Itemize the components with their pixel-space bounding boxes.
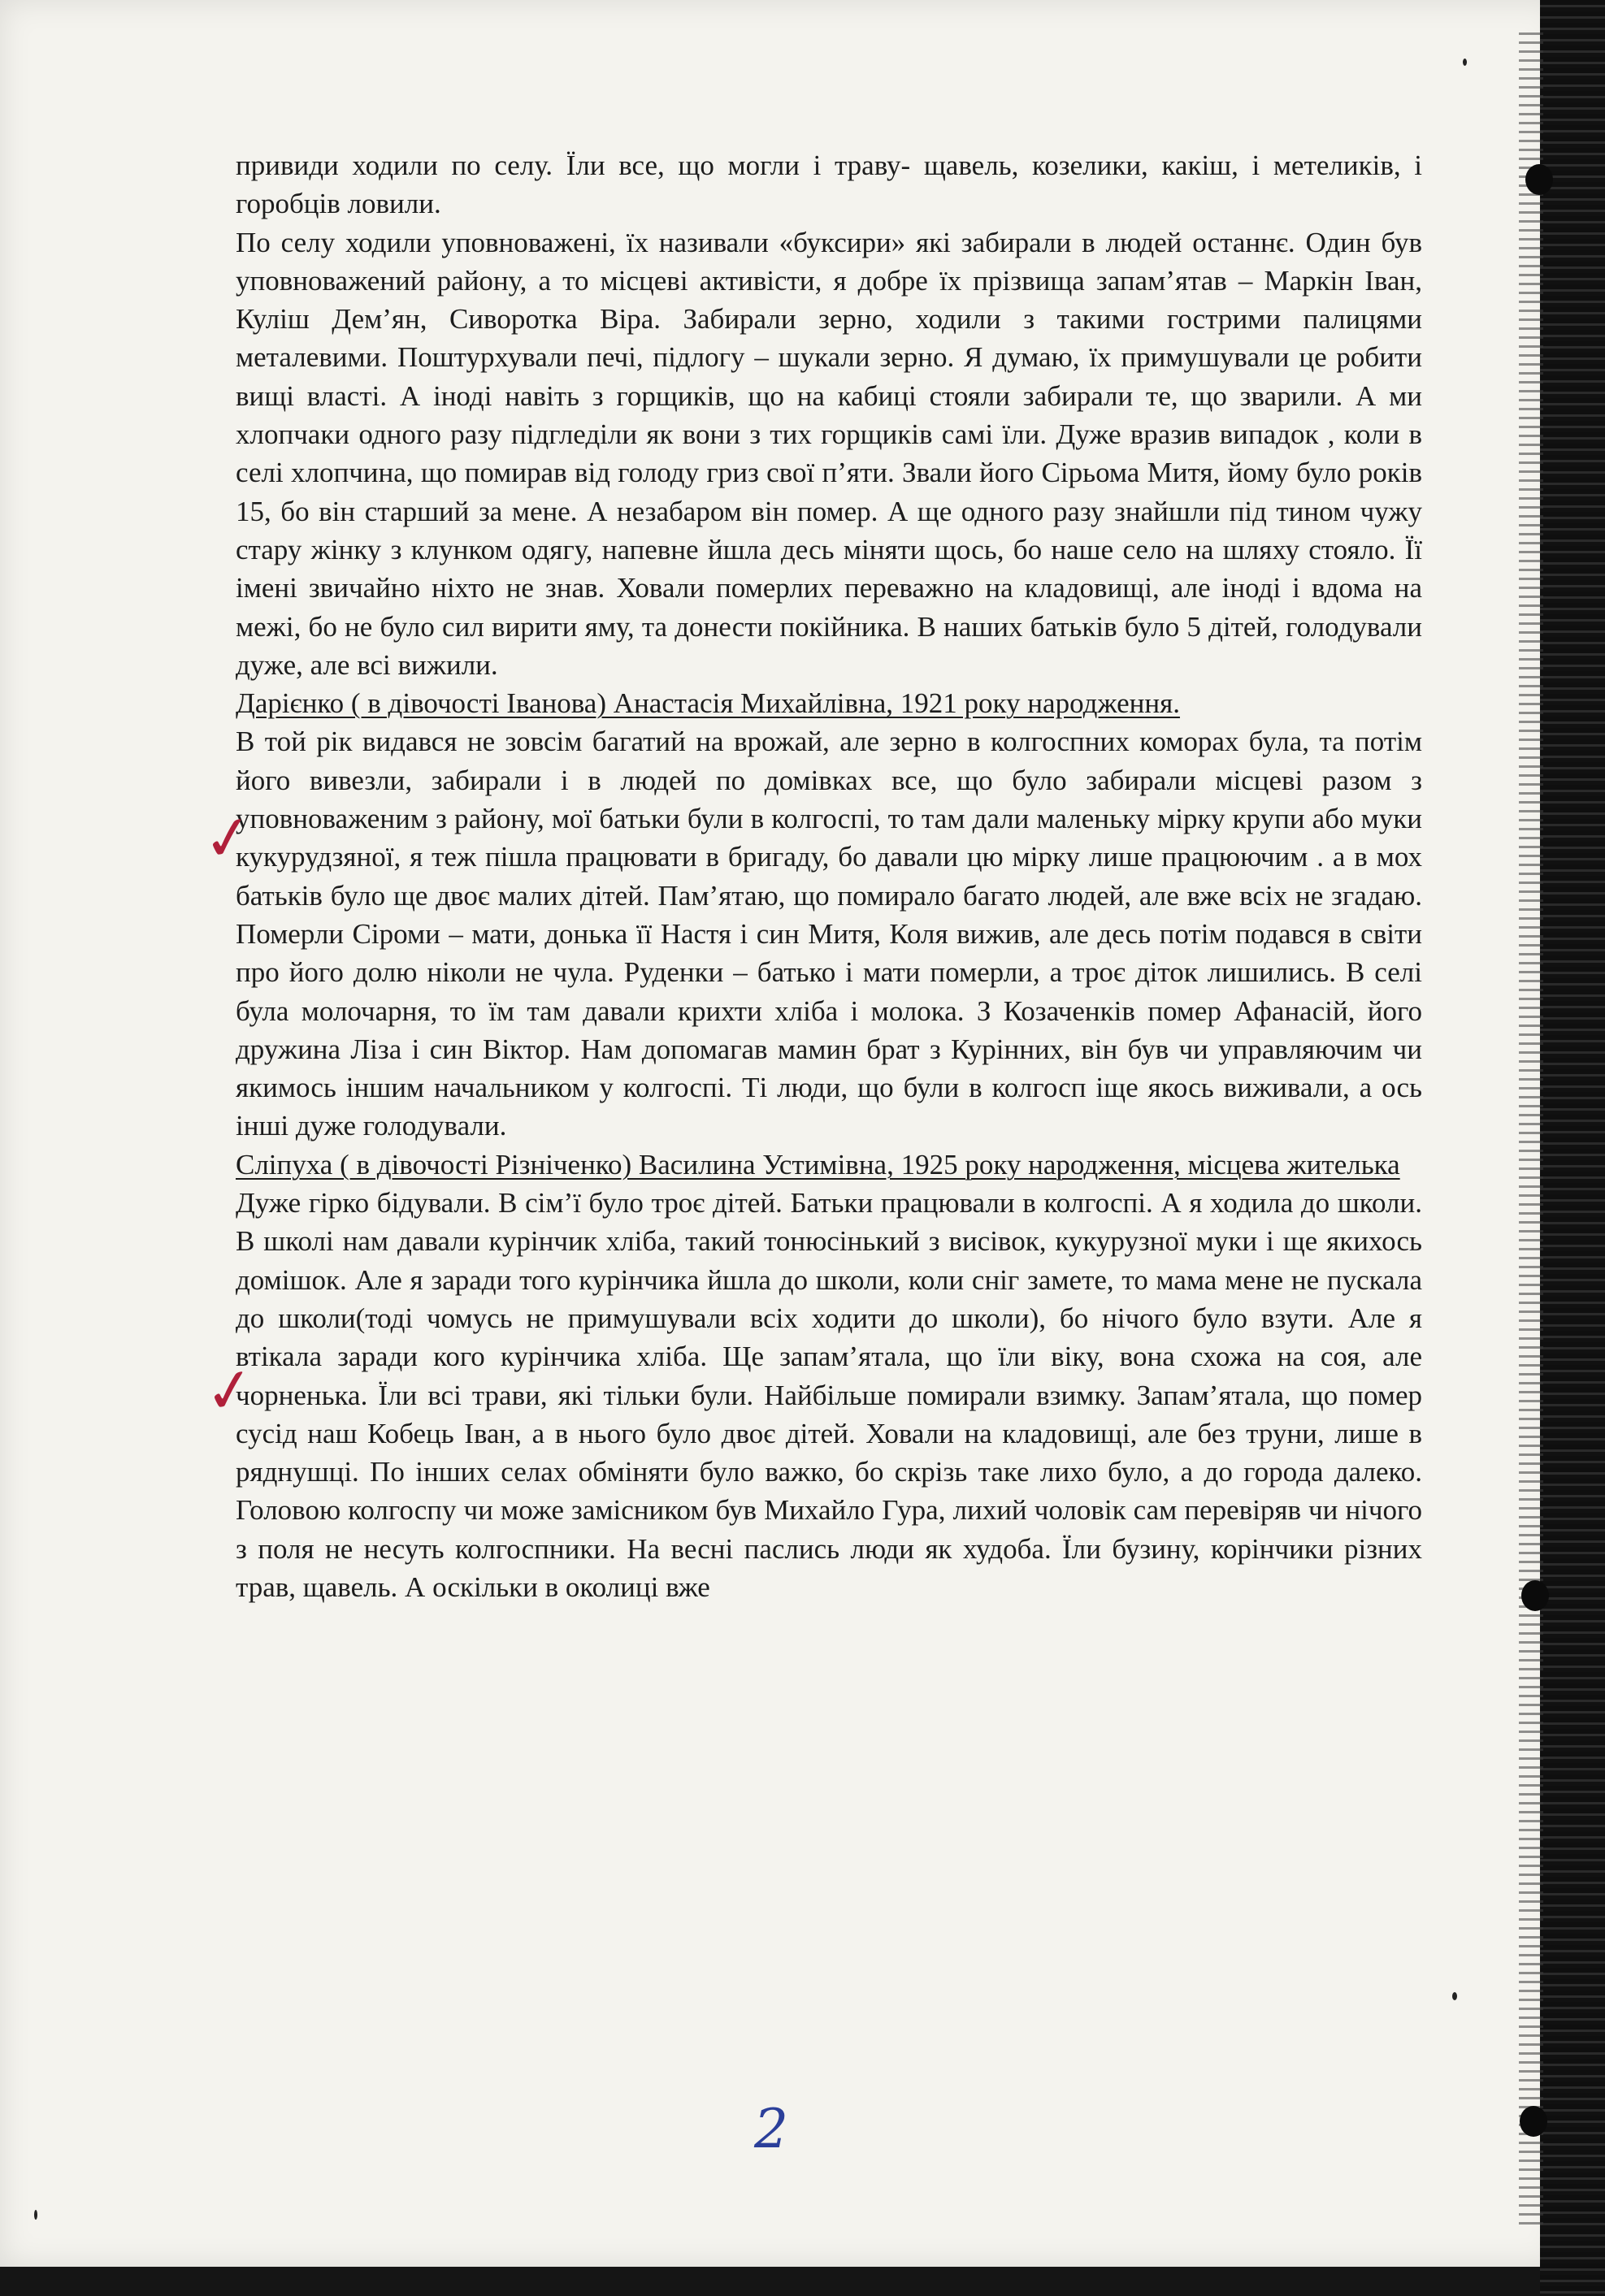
paragraph-testimony-1: По селу ходили уповноважені, їх називали «буксири» які забирали в людей останнє. Один був уповноважений району, а то місцеві активісти, я добре їх прізвища запам’ятав – Маркін Іван, Куліш Дем’ян, Сиворотка Віра. Забирали зерно, ходили з такими гострими палицями металевими. Поштурхували печі, підлогу – шукали зерно. Я думаю, їх примушували це робити вищі власті. А іноді навіть з горщиків, що на кабиці стояли забирали те, що зварили. А ми хлопчаки одного разу підгледіли як вони з тих горщиків самі їли. Дуже вразив випадок , коли в селі хлопчина, що помирав від голоду гриз свої п’яти. Звали його Сірьома Митя, йому було років 15, бо він старший за мене. А незабаром він помер. А ще одного разу знайшли під тином чужу стару жінку з клунком одягу, напевне йшла десь міняти щось, бо наше село на шляху стояло. Її імені звичайно ніхто не знав. Ховали померлих переважно на кладовищі, але іноді і вдома на межі, бо не було сил вирити яму, та донести покійника. В наших батьків було 5 дітей, голодували дуже, але всі вижили. [236, 226, 1422, 681]
scanner-edge-shadow [1540, 0, 1605, 2296]
paragraph-testimony-3: Дуже гірко бідували. В сім’ї було троє дітей. Батьки працювали в колгоспі. А я ходила до школи. В школі нам давали курінчик хліба, такий тонюсінький з висівок, кукурузної муки і ще якихось домішок. Але я заради того курінчика йшла до школи, коли сніг замете, то мама мене не пускала до школи(тоді чомусь не примушували всіх ходити до школи), бо нічого було взути. Але я втікала заради кого курінчика хліба. Ще запам’ятала, що їли віку, вона схожа на соя, але чорненька. Їли всі трави, які тільки були. Найбільше помирали взимку. Запам’ятала, що помер сусід наш Кобець Іван, а в нього було двоє дітей. Ховали на кладовищі, але без труни, лише в ряднушці. По інших селах обміняти було важко, бо скрізь таке лихо було, а до города далеко. Головою колгоспу чи може замісником був Михайло Гура, лихий чоловік сам перевіряв чи нічого з поля не несуть колгоспники. На весні паслись люди як худоба. Їли бузину, корінчики різних трав, щавель. А оскільки в околиці вже [236, 1187, 1422, 1603]
heading-dariienko: Дарієнко ( в дівочості Іванова) Анастасія Михайлівна, 1921 року народження. [236, 687, 1180, 720]
heading-slipukha: Сліпуха ( в дівочості Різніченко) Василина Устимівна, 1925 року народження, місцева жителька [236, 1148, 1400, 1180]
scan-speck [34, 2210, 37, 2220]
scan-speck [1463, 58, 1467, 66]
check-mark-icon: ✓ [200, 1353, 260, 1429]
page-number: 2 [754, 2098, 788, 2160]
paragraph-continuation: привиди ходили по селу. Їли все, що могли і траву- щавель, козелики, какіш, і метеликів, і горобців ловили. [236, 149, 1422, 220]
punch-hole-icon [1525, 164, 1553, 195]
scan-speck [1452, 1992, 1457, 2000]
check-mark-icon: ✓ [198, 800, 258, 877]
punch-hole-icon [1521, 1580, 1549, 1611]
punch-hole-icon [1520, 2106, 1547, 2137]
document-body [236, 146, 1422, 1606]
paragraph-testimony-2: В той рік видався не зовсім багатий на врожай, але зерно в колгоспних коморах була, та потім його вивезли, забирали і в людей по домівках все, що було забирали місцеві разом з уповноваженим з району, мої батьки були в колгоспі, то там дали маленьку мірку крупи або муки кукурудзяної, я теж пішла працювати в бригаду, бо давали цю мірку лише працюючим . а в мох батьків було ще двоє малих дітей. Пам’ятаю, що помирало багато людей, але вже всіх не згадаю. Померли Сіроми – мати, донька її Настя і син Митя, Коля вижив, але десь потім подався в світи про його долю ніколи не чула. Руденки – батько і мати померли, а троє діток лишились. В селі була молочарня, то їм там давали крихти хліба і молока. З Козаченків помер Афанасій, його дружина Ліза і син Віктор. Нам допомагав мамин брат з Курінних, він був чи управляючим чи якимось іншим начальником у колгоспі. Ті люди, що були в колгосп іще якось виживали, а ось інші дуже голодували. [236, 726, 1422, 1142]
